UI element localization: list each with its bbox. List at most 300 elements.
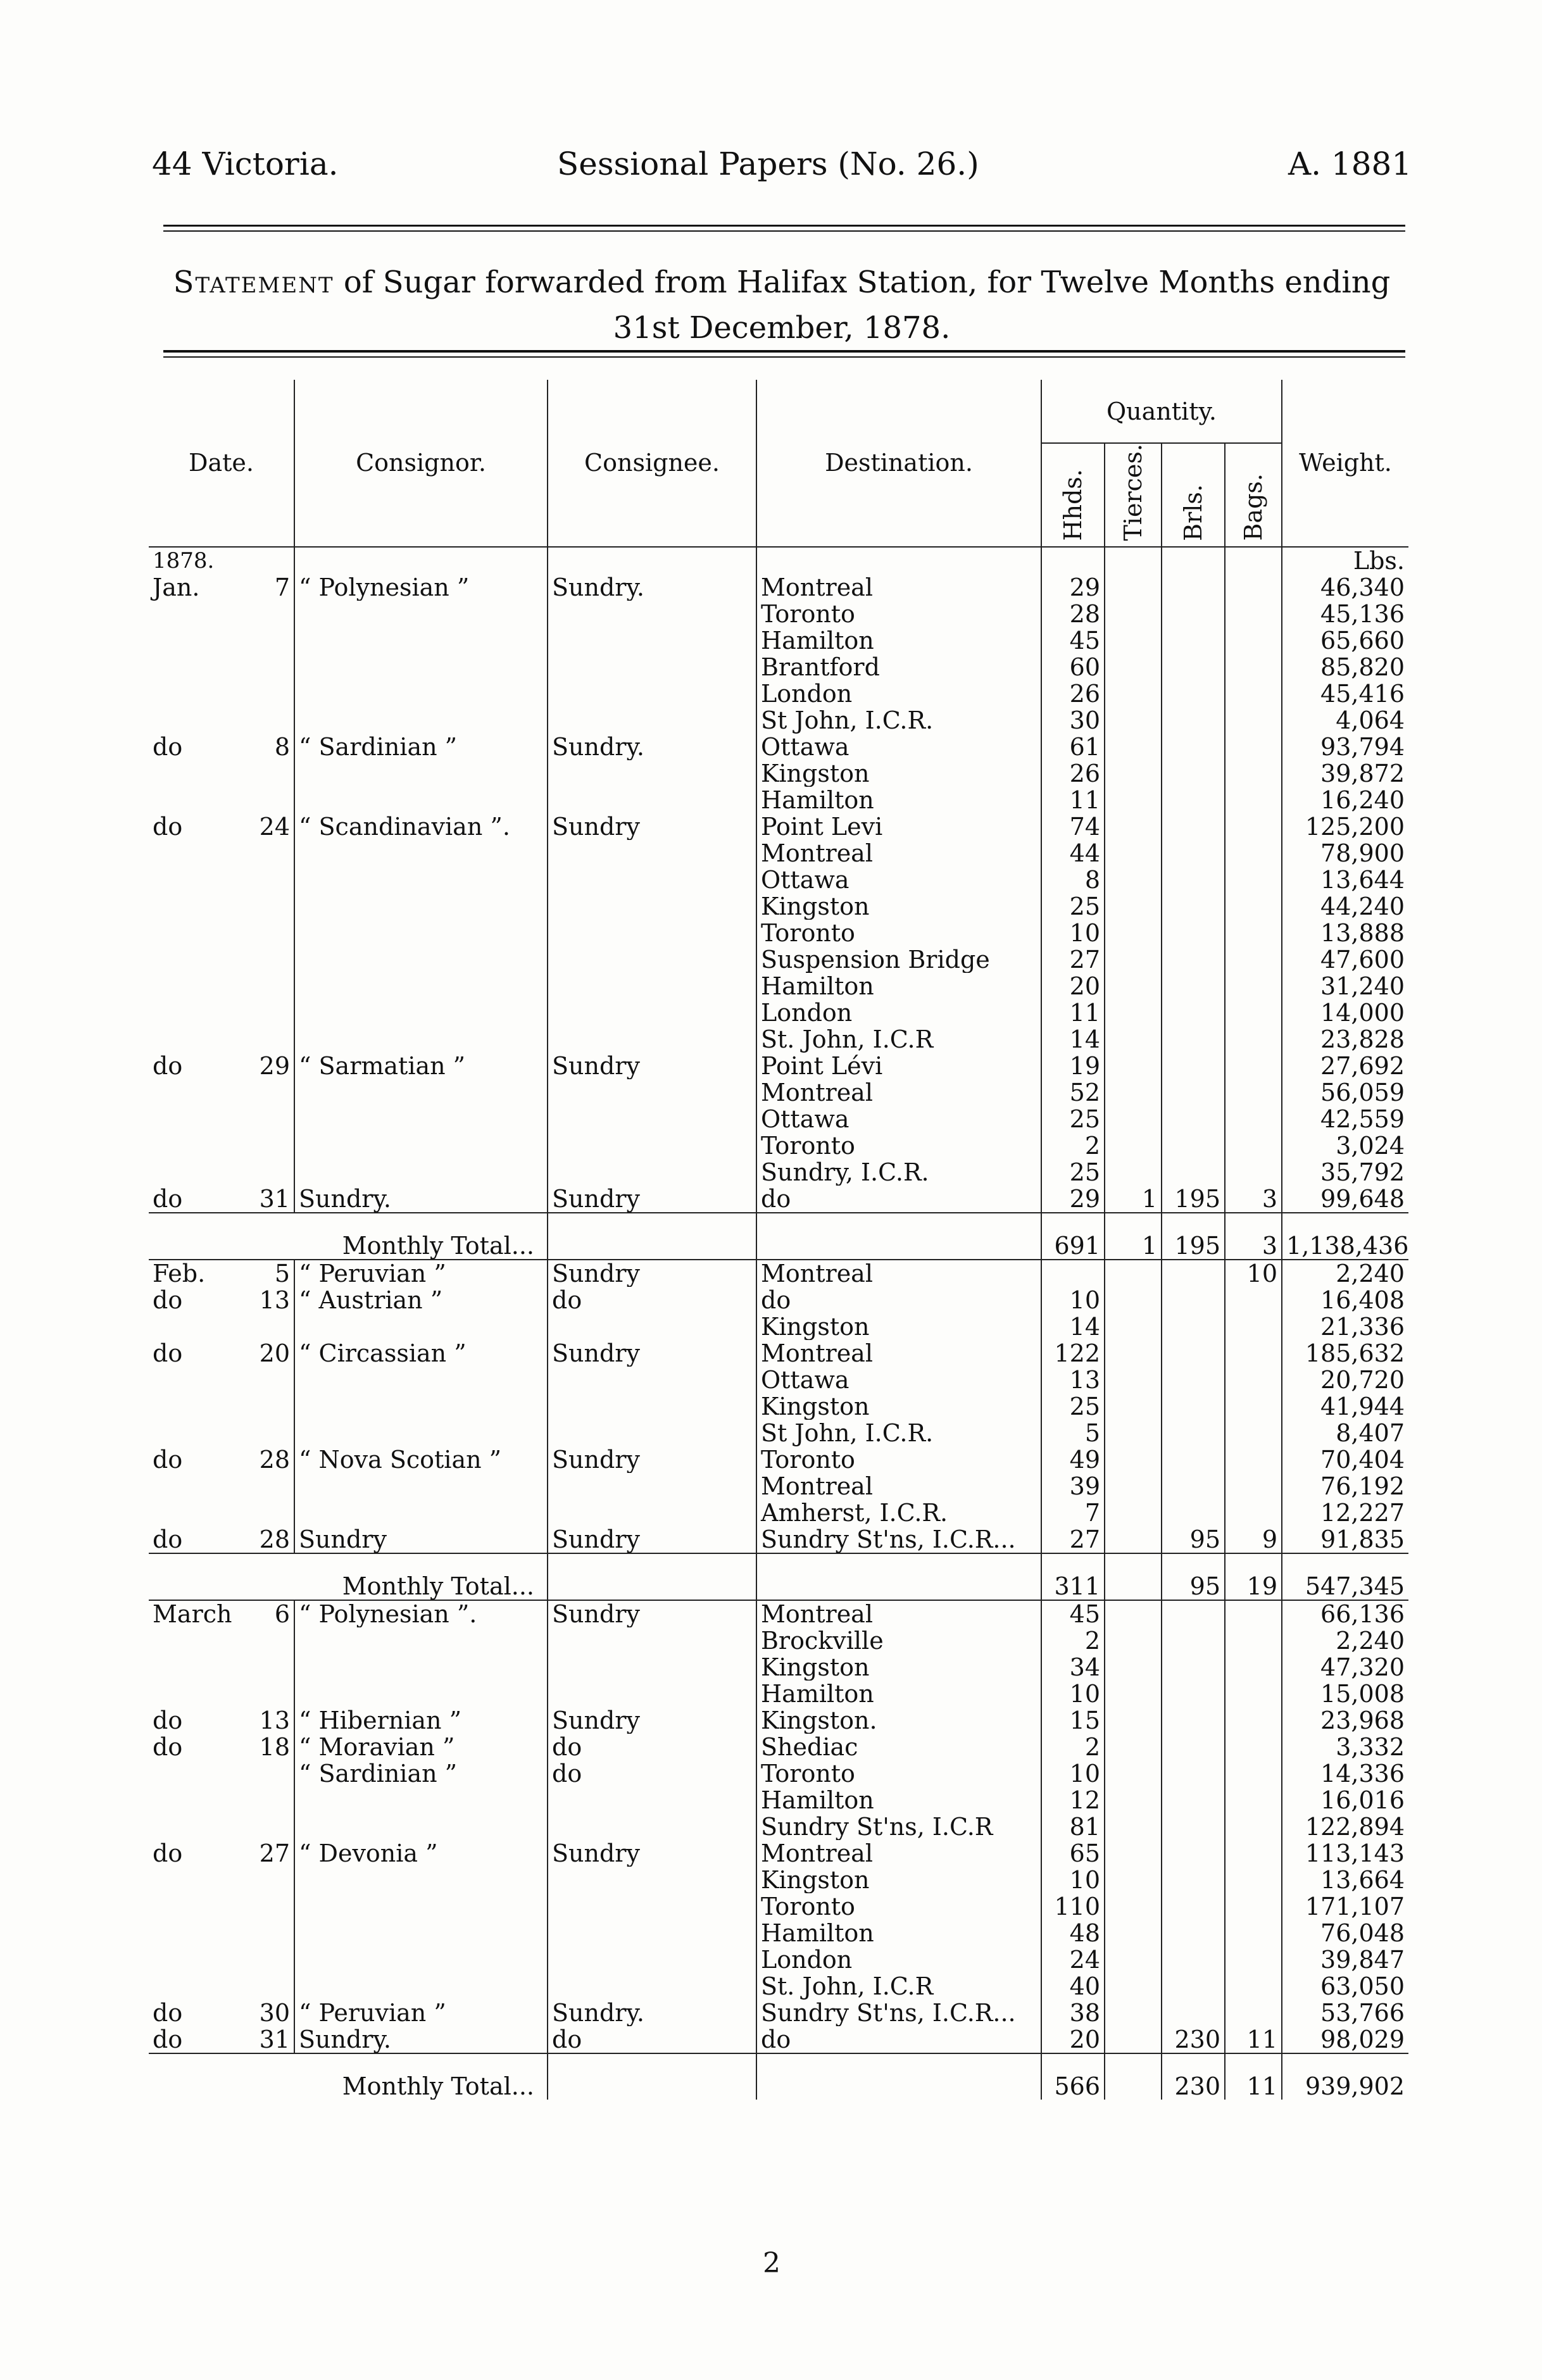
row-weight: 65,660 (1282, 627, 1408, 654)
row-day (250, 1420, 294, 1446)
row-month: do (153, 813, 183, 840)
table-row (149, 1026, 1408, 1053)
table-row (149, 946, 1408, 973)
row-consignor (294, 1026, 548, 1053)
row-bags (1225, 1946, 1282, 1973)
row-bags: 10 (1225, 1260, 1282, 1287)
row-destination: Sundry St'ns, I.C.R... (756, 2000, 1041, 2026)
row-consignee (548, 1973, 756, 2000)
table-row (149, 867, 1408, 893)
row-month: do (153, 1733, 183, 1760)
header-rule-2 (163, 230, 1405, 232)
row-month (149, 1420, 250, 1446)
row-day (250, 1867, 294, 1893)
row-consignee (548, 1813, 756, 1840)
row-tierces (1105, 893, 1162, 920)
row-day: 29 (259, 1052, 290, 1079)
consignee-header: Consignee. (548, 443, 756, 547)
row-brls (1162, 680, 1225, 707)
row-consignor (294, 1079, 548, 1106)
row-brls (1162, 2000, 1225, 2026)
row-weight: 41,944 (1282, 1393, 1408, 1420)
row-consignee (548, 707, 756, 734)
row-day (250, 1920, 294, 1946)
row-destination: Point Levi (756, 813, 1041, 840)
row-bags (1225, 1681, 1282, 1707)
row-brls (1162, 813, 1225, 840)
table-row (149, 1627, 1408, 1654)
row-month: do (153, 1999, 183, 2026)
row-destination: Montreal (756, 1079, 1041, 1106)
row-brls (1162, 760, 1225, 787)
row-day (250, 627, 294, 654)
row-tierces (1105, 840, 1162, 867)
row-destination: London (756, 1946, 1041, 1973)
row-weight: 13,644 (1282, 867, 1408, 893)
row-month: do (153, 1286, 183, 1313)
row-destination: Montreal (756, 840, 1041, 867)
row-destination: St. John, I.C.R (756, 1973, 1041, 2000)
row-consignee: do (548, 1734, 756, 1760)
row-consignor: “ Polynesian ” (294, 574, 548, 601)
table-row (149, 1287, 1408, 1313)
row-weight: 46,340 (1282, 574, 1408, 601)
row-consignor (294, 1132, 548, 1159)
row-day: 28 (259, 1446, 290, 1473)
row-bags (1225, 627, 1282, 654)
destination-header: Destination. (756, 443, 1041, 547)
row-month (149, 973, 250, 999)
row-consignee (548, 1893, 756, 1920)
row-destination: Montreal (756, 1340, 1041, 1367)
row-month (149, 1654, 250, 1681)
row-day (250, 1654, 294, 1681)
hhds-header: Hhds. (1059, 468, 1087, 541)
row-weight: 185,632 (1282, 1340, 1408, 1367)
row-hhds: 2 (1041, 1132, 1105, 1159)
row-month (149, 1473, 250, 1500)
row-bags (1225, 1287, 1282, 1313)
row-consignor: “ Peruvian ” (294, 2000, 548, 2026)
tierces-header: Tierces. (1119, 444, 1147, 541)
row-month (149, 1367, 250, 1393)
row-consignee (548, 1079, 756, 1106)
row-brls (1162, 1473, 1225, 1500)
row-month (149, 627, 250, 654)
row-month (149, 1946, 250, 1973)
row-consignee: Sundry (548, 813, 756, 840)
row-hhds: 110 (1041, 1893, 1105, 1920)
table-row (149, 1867, 1408, 1893)
row-tierces (1105, 1106, 1162, 1132)
row-destination: Montreal (756, 574, 1041, 601)
row-bags (1225, 1500, 1282, 1526)
row-weight: 16,016 (1282, 1787, 1408, 1813)
row-destination: Toronto (756, 1446, 1041, 1473)
row-destination: Toronto (756, 1132, 1041, 1159)
row-tierces (1105, 1132, 1162, 1159)
row-consignor (294, 840, 548, 867)
row-bags (1225, 1473, 1282, 1500)
row-brls (1162, 1500, 1225, 1526)
row-month: do (153, 1052, 183, 1079)
row-consignor (294, 1893, 548, 1920)
row-tierces (1105, 1393, 1162, 1420)
row-hhds: 74 (1041, 813, 1105, 840)
row-hhds: 12 (1041, 1787, 1105, 1813)
row-bags (1225, 813, 1282, 840)
row-consignee (548, 601, 756, 627)
row-consignor (294, 973, 548, 999)
row-hhds: 19 (1041, 1053, 1105, 1079)
header-right: A. 1881 (1288, 146, 1412, 182)
row-hhds: 10 (1041, 1681, 1105, 1707)
row-weight: 23,968 (1282, 1707, 1408, 1734)
row-destination: Kingston (756, 1654, 1041, 1681)
row-tierces (1105, 1946, 1162, 1973)
row-hhds: 11 (1041, 999, 1105, 1026)
row-weight: 76,048 (1282, 1920, 1408, 1946)
row-brls (1162, 1867, 1225, 1893)
row-hhds: 15 (1041, 1707, 1105, 1734)
row-hhds: 48 (1041, 1920, 1105, 1946)
row-brls (1162, 867, 1225, 893)
row-consignor: “ Polynesian ”. (294, 1600, 548, 1627)
row-destination: Montreal (756, 1473, 1041, 1500)
row-brls (1162, 1340, 1225, 1367)
row-destination: Shediac (756, 1734, 1041, 1760)
total-bags: 3 (1225, 1213, 1282, 1260)
row-consignee (548, 654, 756, 680)
row-destination: Point Lévi (756, 1053, 1041, 1079)
row-bags (1225, 1760, 1282, 1787)
row-consignor (294, 760, 548, 787)
row-brls (1162, 1973, 1225, 2000)
total-tierces (1105, 2053, 1162, 2100)
row-tierces (1105, 680, 1162, 707)
row-bags (1225, 1787, 1282, 1813)
row-bags (1225, 707, 1282, 734)
row-weight: 21,336 (1282, 1313, 1408, 1340)
row-weight: 14,000 (1282, 999, 1408, 1026)
row-bags (1225, 574, 1282, 601)
row-destination: Kingston (756, 760, 1041, 787)
row-day (250, 1367, 294, 1393)
row-month (149, 1106, 250, 1132)
row-consignee: Sundry (548, 1053, 756, 1079)
row-brls (1162, 1260, 1225, 1287)
row-tierces (1105, 1260, 1162, 1287)
row-weight: 125,200 (1282, 813, 1408, 840)
row-weight: 2,240 (1282, 1260, 1408, 1287)
row-weight: 122,894 (1282, 1813, 1408, 1840)
title-rule-2 (163, 356, 1405, 358)
row-tierces (1105, 734, 1162, 760)
row-hhds (1041, 1260, 1105, 1287)
row-consignee (548, 627, 756, 654)
row-day: 13 (259, 1707, 290, 1734)
row-consignee: Sundry (548, 1260, 756, 1287)
row-brls (1162, 1787, 1225, 1813)
row-day (250, 840, 294, 867)
row-brls (1162, 734, 1225, 760)
row-month (149, 601, 250, 627)
row-weight: 20,720 (1282, 1367, 1408, 1393)
table-row (149, 1600, 1408, 1627)
sugar-table (149, 380, 1408, 2100)
row-weight: 42,559 (1282, 1106, 1408, 1132)
row-day: 6 (274, 1600, 290, 1627)
header-left: 44 Victoria. (152, 146, 339, 182)
row-weight: 13,664 (1282, 1867, 1408, 1893)
row-brls (1162, 1106, 1225, 1132)
table-row (149, 601, 1408, 627)
row-month (149, 1500, 250, 1526)
row-hhds: 40 (1041, 1973, 1105, 2000)
table-row (149, 1681, 1408, 1707)
row-consignor: “ Circassian ” (294, 1340, 548, 1367)
bags-header: Bags. (1239, 473, 1267, 541)
row-hhds: 26 (1041, 680, 1105, 707)
row-consignor (294, 1946, 548, 1973)
table-row (149, 1946, 1408, 1973)
row-bags (1225, 680, 1282, 707)
row-consignor: “ Sarmatian ” (294, 1053, 548, 1079)
row-month: do (153, 1185, 183, 1213)
row-tierces: 1 (1105, 1186, 1162, 1213)
row-tierces (1105, 1420, 1162, 1446)
row-brls (1162, 1840, 1225, 1867)
total-tierces: 1 (1105, 1213, 1162, 1260)
row-hhds: 28 (1041, 601, 1105, 627)
row-consignee (548, 787, 756, 813)
row-brls (1162, 707, 1225, 734)
row-brls (1162, 787, 1225, 813)
row-month: do (153, 2026, 183, 2053)
row-consignee (548, 1159, 756, 1186)
row-weight: 47,600 (1282, 946, 1408, 973)
row-tierces (1105, 1707, 1162, 1734)
row-consignee (548, 1367, 756, 1393)
row-hhds: 27 (1041, 1526, 1105, 1553)
row-day: 31 (259, 2026, 290, 2053)
row-bags (1225, 973, 1282, 999)
total-weight: 547,345 (1282, 1553, 1408, 1600)
total-weight: 1,138,436 (1282, 1213, 1408, 1260)
statement-title (152, 260, 1412, 351)
row-brls: 230 (1162, 2026, 1225, 2053)
row-weight: 85,820 (1282, 654, 1408, 680)
row-weight: 2,240 (1282, 1627, 1408, 1654)
row-destination: Hamilton (756, 1920, 1041, 1946)
row-day (250, 787, 294, 813)
row-consignee (548, 999, 756, 1026)
monthly-total-row (149, 2053, 1408, 2100)
row-consignor (294, 1106, 548, 1132)
row-bags (1225, 946, 1282, 973)
row-weight: 70,404 (1282, 1446, 1408, 1473)
row-month (149, 760, 250, 787)
row-consignor: “ Peruvian ” (294, 1260, 548, 1287)
row-consignor (294, 1973, 548, 2000)
table-row (149, 1420, 1408, 1446)
row-hhds: 10 (1041, 1287, 1105, 1313)
row-bags (1225, 999, 1282, 1026)
row-consignor (294, 1627, 548, 1654)
row-consignee: Sundry. (548, 574, 756, 601)
row-destination: Toronto (756, 1893, 1041, 1920)
row-month (149, 707, 250, 734)
row-weight: 44,240 (1282, 893, 1408, 920)
row-weight: 53,766 (1282, 2000, 1408, 2026)
total-label: Monthly Total... (149, 1553, 548, 1600)
row-hhds: 8 (1041, 867, 1105, 893)
table-row (149, 680, 1408, 707)
row-consignee (548, 1420, 756, 1446)
row-consignor (294, 1813, 548, 1840)
row-tierces (1105, 1760, 1162, 1787)
row-bags (1225, 1813, 1282, 1840)
row-hhds: 11 (1041, 787, 1105, 813)
row-weight: 66,136 (1282, 1600, 1408, 1627)
row-destination: do (756, 1287, 1041, 1313)
row-consignee: Sundry (548, 1840, 756, 1867)
row-month: Feb. (153, 1259, 206, 1287)
row-consignee (548, 1106, 756, 1132)
row-tierces (1105, 999, 1162, 1026)
row-tierces (1105, 1313, 1162, 1340)
table-row (149, 627, 1408, 654)
row-weight: 39,847 (1282, 1946, 1408, 1973)
row-consignor (294, 1367, 548, 1393)
row-tierces (1105, 1627, 1162, 1654)
row-consignee: Sundry (548, 1526, 756, 1553)
row-bags (1225, 1627, 1282, 1654)
table-row (149, 1707, 1408, 1734)
row-consignee (548, 760, 756, 787)
row-hhds: 14 (1041, 1313, 1105, 1340)
total-tierces (1105, 1553, 1162, 1600)
row-destination: Brantford (756, 654, 1041, 680)
row-day (250, 867, 294, 893)
row-tierces (1105, 1920, 1162, 1946)
row-brls (1162, 1159, 1225, 1186)
row-day (250, 1313, 294, 1340)
row-month: do (153, 1707, 183, 1734)
row-day (250, 893, 294, 920)
row-brls (1162, 1079, 1225, 1106)
table-row (149, 1500, 1408, 1526)
row-brls (1162, 627, 1225, 654)
row-bags (1225, 654, 1282, 680)
row-hhds: 20 (1041, 2026, 1105, 2053)
row-month (149, 1867, 250, 1893)
table-row (149, 760, 1408, 787)
row-consignor (294, 1787, 548, 1813)
row-month: Jan. (153, 573, 200, 601)
row-tierces (1105, 813, 1162, 840)
row-day (250, 1500, 294, 1526)
row-day (250, 973, 294, 999)
row-day: 20 (259, 1339, 290, 1367)
row-hhds: 122 (1041, 1340, 1105, 1367)
total-hhds: 566 (1041, 2053, 1105, 2100)
row-hhds: 10 (1041, 920, 1105, 946)
row-consignee (548, 840, 756, 867)
row-brls (1162, 574, 1225, 601)
table-row (149, 1813, 1408, 1840)
row-month (149, 1079, 250, 1106)
row-destination: Hamilton (756, 627, 1041, 654)
row-weight: 23,828 (1282, 1026, 1408, 1053)
row-brls (1162, 1946, 1225, 1973)
row-month (149, 1132, 250, 1159)
row-hhds: 38 (1041, 2000, 1105, 2026)
row-consignee (548, 946, 756, 973)
row-bags (1225, 2000, 1282, 2026)
row-weight: 15,008 (1282, 1681, 1408, 1707)
row-hhds: 44 (1041, 840, 1105, 867)
row-hhds: 30 (1041, 707, 1105, 734)
row-weight: 16,408 (1282, 1287, 1408, 1313)
row-bags (1225, 601, 1282, 627)
row-hhds: 34 (1041, 1654, 1105, 1681)
table-row (149, 1367, 1408, 1393)
row-month (149, 946, 250, 973)
row-weight: 113,143 (1282, 1840, 1408, 1867)
row-weight: 98,029 (1282, 2026, 1408, 2053)
date-header: Date. (189, 449, 254, 477)
row-destination: Montreal (756, 1600, 1041, 1627)
row-consignee (548, 1313, 756, 1340)
total-brls: 95 (1162, 1553, 1225, 1600)
row-consignee: Sundry (548, 1186, 756, 1213)
row-month (149, 1313, 250, 1340)
row-brls (1162, 1681, 1225, 1707)
row-hhds: 7 (1041, 1500, 1105, 1526)
row-consignor: “ Hibernian ” (294, 1707, 548, 1734)
row-consignor (294, 920, 548, 946)
row-destination: London (756, 680, 1041, 707)
row-hhds: 2 (1041, 1734, 1105, 1760)
row-consignor (294, 707, 548, 734)
row-destination: Toronto (756, 601, 1041, 627)
row-tierces (1105, 787, 1162, 813)
row-destination: Montreal (756, 1260, 1041, 1287)
row-destination: Hamilton (756, 1681, 1041, 1707)
row-tierces (1105, 1867, 1162, 1893)
row-weight: 56,059 (1282, 1079, 1408, 1106)
row-day: 5 (274, 1259, 290, 1287)
row-weight: 171,107 (1282, 1893, 1408, 1920)
row-month (149, 1787, 250, 1813)
row-consignee (548, 680, 756, 707)
row-month: do (153, 1839, 183, 1867)
row-bags (1225, 760, 1282, 787)
row-destination: London (756, 999, 1041, 1026)
row-day (250, 1026, 294, 1053)
row-hhds: 25 (1041, 1106, 1105, 1132)
row-brls (1162, 1600, 1225, 1627)
row-weight: 8,407 (1282, 1420, 1408, 1446)
row-hhds: 2 (1041, 1627, 1105, 1654)
row-tierces (1105, 1787, 1162, 1813)
row-bags (1225, 1734, 1282, 1760)
row-consignor: “ Sardinian ” (294, 734, 548, 760)
row-brls (1162, 1287, 1225, 1313)
row-weight: 63,050 (1282, 1973, 1408, 2000)
row-hhds: 24 (1041, 1946, 1105, 1973)
